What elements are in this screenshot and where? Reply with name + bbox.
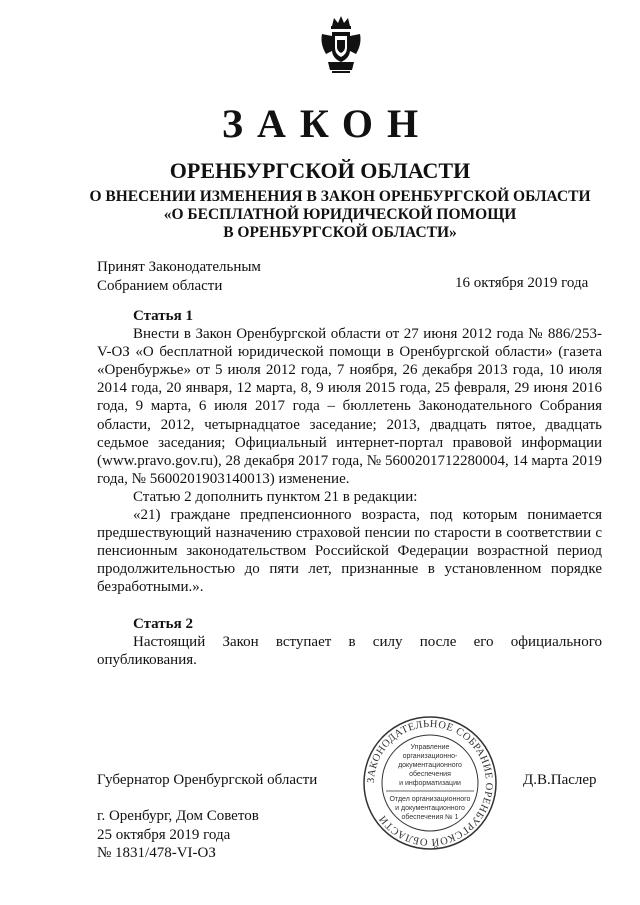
law-title: ЗАКОН [221,101,433,146]
seal-line: организационно- [402,753,458,760]
article-1-paragraph: Внести в Закон Оренбургской области от 27 июня 2012 года № 886/253-V-ОЗ «О бесплатной юридической помощи в Оренбургской области» (газета «Оренбуржье» от 5 июля 2012 года, 7 ноября, 26 декабря 2013 года, 10 июля 2014 года, 20 января, 12 марта, 8, 9 июля 2015 года, 25 февраля, 29 июня 2016 года, 9 марта, 6 июля 2017 года – бюллетень Законодательного Собрания области, 2012, четырнадцатое заседание; 2013, двадцать пятое, двадцать седьмое заседания; Официальный интернет-портал правовой информации (www.pravo.gov.ru), 28 декабря 2017 года, № 5600201712280004, 14 марта 2019 года, № 5600201903140013) изменение. [97,326,602,487]
adoption-line-1: Принят Законодательным [97,259,261,275]
seal-line: обеспечения № 1 [401,814,459,821]
article-2-heading: Статья 2 [133,615,193,632]
official-seal [362,715,498,851]
law-about [60,188,620,242]
article-1-paragraph: «21) граждане предпенсионного возраста, под которым понимается предшествующий назначению страховой пенсии по старости в соответствии с пенсионным законодательством Российской Федерации возрастной период продолжительностью до пяти лет, признанные в установленном порядке безработными.». [97,507,602,596]
seal-ring-text: ЗАКОНОДАТЕЛЬНОЕ СОБРАНИЕ ОРЕНБУРГСКОЙ ОБЛАСТИ [365,718,495,848]
seal-line: и документационного [395,805,465,812]
about-line-1: О ВНЕСЕНИИ ИЗМЕНЕНИЯ В ЗАКОН ОРЕНБУРГСКОЙ ОБЛАСТИ [89,188,591,205]
adoption-block [97,258,261,296]
signer-name: Д.В.Паслер [523,772,597,788]
seal-line: документационного [398,762,462,769]
signing-place: г. Оренбург, Дом Советов [97,808,259,824]
adoption-line-2: Собранием области [97,278,223,294]
law-body [97,307,602,669]
signing-date: 25 октября 2019 года [97,827,231,843]
article-1-paragraph: Статью 2 дополнить пунктом 21 в редакции: [133,488,418,505]
article-2-paragraph: Настоящий Закон вступает в силу после его официального опубликования. [97,633,602,668]
oblast-coat-of-arms-icon [318,14,364,76]
adoption-date: 16 октября 2019 года [455,275,589,291]
law-number: № 1831/478-VI-ОЗ [97,845,216,861]
seal-line: обеспечения [409,771,451,778]
article-1-heading: Статья 1 [133,308,193,324]
signer-role: Губернатор Оренбургской области [97,772,318,788]
about-line-3: В ОРЕНБУРГСКОЙ ОБЛАСТИ» [223,224,457,241]
law-subtitle: ОРЕНБУРГСКОЙ ОБЛАСТИ [169,158,471,183]
seal-line: Управление [410,744,450,751]
about-line-2: «О БЕСПЛАТНОЙ ЮРИДИЧЕСКОЙ ПОМОЩИ [163,206,517,223]
seal-line: и информатизации [399,780,461,787]
seal-line: Отдел организационного [389,796,471,803]
